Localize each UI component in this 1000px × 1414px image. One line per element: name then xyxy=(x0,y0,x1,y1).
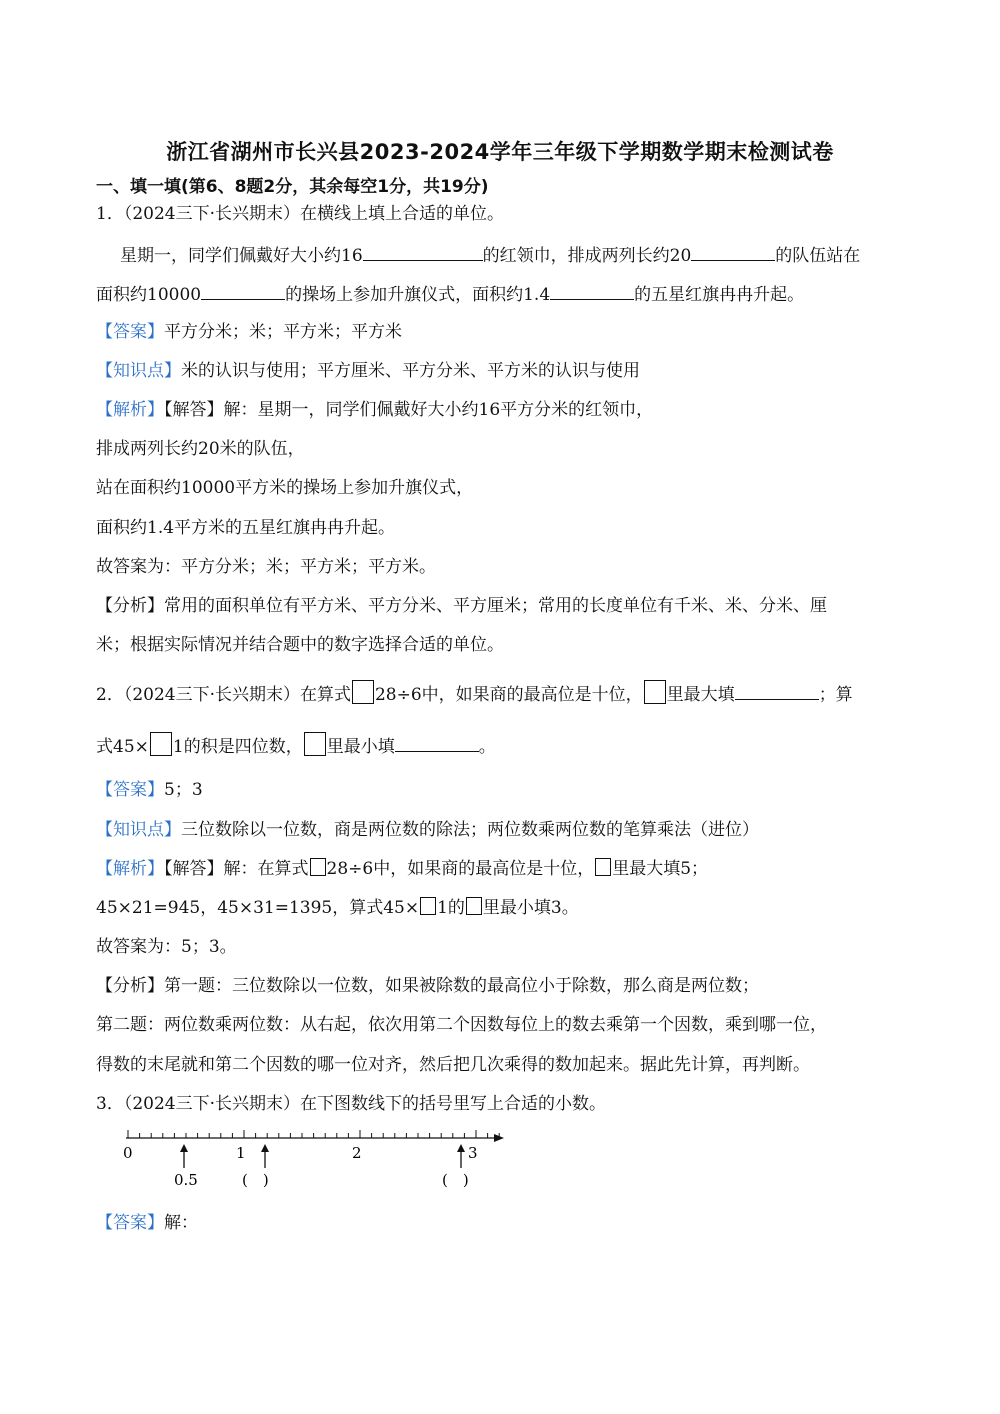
q3-answer xyxy=(96,1211,198,1235)
q2-jx-text: 28÷6中，如果商的最高位是十位， xyxy=(326,859,595,879)
q2-box-small xyxy=(595,858,611,876)
q1-text: 的红领巾，排成两列长约20 xyxy=(482,246,692,266)
q2-box-small xyxy=(310,858,326,876)
q1-fenxi-line2: 米；根据实际情况并结合题中的数字选择合适的单位。 xyxy=(96,635,504,655)
arrow-label: 0.5 xyxy=(174,1171,198,1189)
q1-jx-text: 【解答】解：星期一，同学们佩戴好大小约16平方分米的红领巾， xyxy=(164,400,654,420)
arrow-0.5 xyxy=(180,1144,188,1168)
knowledge-tag: 【知识点】 xyxy=(96,361,181,381)
q1-blank-4[interactable] xyxy=(550,281,634,300)
page-title: 浙江省湖州市长兴县2023-2024学年三年级下学期数学期末检测试卷 xyxy=(166,140,834,164)
answer-tag: 【答案】 xyxy=(96,1213,164,1233)
q2-analysis-line1 xyxy=(96,857,708,881)
q2-text: 式45× xyxy=(96,737,149,757)
q2-knowledge-point xyxy=(96,818,759,842)
q1-text: 面积约10000 xyxy=(96,285,202,305)
q3-answer-text: 解： xyxy=(164,1213,198,1233)
q2-text: 28÷6中，如果商的最高位是十位， xyxy=(374,685,643,705)
q2-jx-text: 1的 xyxy=(437,898,465,918)
q2-answer-text: 5；3 xyxy=(164,780,203,800)
q2-box-small xyxy=(466,897,482,915)
q1-analysis-line2: 排成两列长约20米的队伍， xyxy=(96,439,305,459)
answer-paren-2[interactable]: ( ) xyxy=(442,1171,469,1189)
q2-analysis-line2 xyxy=(96,896,579,920)
arrow-2.9 xyxy=(457,1144,465,1168)
q2-fenxi-line2: 第二题：两位数乘两位数：从右起，依次用第二个因数每位上的数去乘第一个因数，乘到哪一位， xyxy=(96,1015,827,1035)
q2-box xyxy=(352,680,374,704)
q1-blank-1[interactable] xyxy=(363,242,483,261)
q1-blank-3[interactable] xyxy=(201,281,285,300)
q2-stem-line2 xyxy=(96,732,496,759)
tick-label-2: 2 xyxy=(352,1144,362,1162)
q2-text: 1的积是四位数， xyxy=(172,737,303,757)
q1-answer-text: 平方分米；米；平方米；平方米 xyxy=(164,322,402,342)
q2-analysis-line3: 故答案为：5；3。 xyxy=(96,937,237,957)
q1-text: 的队伍站在 xyxy=(775,246,861,266)
q2-jx-text: 里最小填3。 xyxy=(482,898,579,918)
q1-text: 的操场上参加升旗仪式，面积约1.4 xyxy=(285,285,551,305)
q3-stem: 3．（2024三下·长兴期末）在下图数线下的括号里写上合适的小数。 xyxy=(96,1094,606,1114)
number-line-ticks xyxy=(128,1130,499,1138)
q2-jx-text: 【解答】解：在算式 xyxy=(164,859,309,879)
tick-label-3: 3 xyxy=(468,1144,478,1162)
q1-analysis-line5: 故答案为：平方分米；米；平方米；平方米。 xyxy=(96,557,436,577)
q1-paragraph-line2 xyxy=(96,281,804,307)
q2-fenxi-line1: 【分析】第一题：三位数除以一位数，如果被除数的最高位小于除数，那么商是两位数； xyxy=(96,976,759,996)
q1-answer xyxy=(96,320,402,344)
analysis-tag: 【解析】 xyxy=(96,400,164,420)
tick-label-1: 1 xyxy=(236,1144,246,1162)
q1-paragraph-line1 xyxy=(120,242,860,268)
answer-paren-1[interactable]: ( ) xyxy=(242,1171,269,1189)
q1-analysis-line1 xyxy=(96,398,653,422)
q1-analysis-line4: 面积约1.4平方米的五星红旗冉冉升起。 xyxy=(96,518,396,538)
q2-jx-text: 45×21=945，45×31=1395，算式45× xyxy=(96,898,420,918)
answer-tag: 【答案】 xyxy=(96,780,164,800)
q2-box xyxy=(644,680,666,704)
q2-text: ；算 xyxy=(818,685,853,705)
number-line-figure xyxy=(118,1124,518,1194)
knowledge-tag: 【知识点】 xyxy=(96,820,181,840)
section-heading: 一、填一填(第6、8题2分，其余每空1分，共19分) xyxy=(96,177,489,197)
q2-box xyxy=(304,732,326,756)
q1-knowledge-point xyxy=(96,359,640,383)
q1-analysis-line3: 站在面积约10000平方米的操场上参加升旗仪式， xyxy=(96,478,474,498)
arrow-1.2 xyxy=(261,1144,269,1168)
q2-text: 2．（2024三下·长兴期末）在算式 xyxy=(96,685,351,705)
q2-box xyxy=(150,732,172,756)
q2-answer xyxy=(96,778,203,802)
q2-blank-1[interactable] xyxy=(735,681,819,700)
q1-stem: 1．（2024三下·长兴期末）在横线上填上合适的单位。 xyxy=(96,204,504,224)
answer-tag: 【答案】 xyxy=(96,322,164,342)
q1-fenxi-line1: 【分析】常用的面积单位有平方米、平方分米、平方厘米；常用的长度单位有千米、米、分米、厘 xyxy=(96,596,827,616)
q2-jx-text: 里最大填5； xyxy=(612,859,709,879)
q2-blank-2[interactable] xyxy=(395,733,479,752)
q2-stem-line1 xyxy=(96,680,853,707)
q1-text: 的五星红旗冉冉升起。 xyxy=(634,285,805,305)
q1-blank-2[interactable] xyxy=(691,242,775,261)
q2-text: 里最大填 xyxy=(666,685,735,705)
q2-text: 里最小填 xyxy=(326,737,395,757)
q2-kp-text: 三位数除以一位数，商是两位数的除法；两位数乘两位数的笔算乘法（进位） xyxy=(181,820,759,840)
q2-fenxi-line3: 得数的末尾就和第二个因数的哪一位对齐，然后把几次乘得的数加起来。据此先计算，再判断。 xyxy=(96,1055,810,1075)
tick-label-0: 0 xyxy=(123,1144,133,1162)
q2-box-small xyxy=(420,897,436,915)
q1-text: 星期一，同学们佩戴好大小约16 xyxy=(120,246,363,266)
q2-text: 。 xyxy=(478,737,496,757)
analysis-tag: 【解析】 xyxy=(96,859,164,879)
q1-kp-text: 米的认识与使用；平方厘米、平方分米、平方米的认识与使用 xyxy=(181,361,640,381)
